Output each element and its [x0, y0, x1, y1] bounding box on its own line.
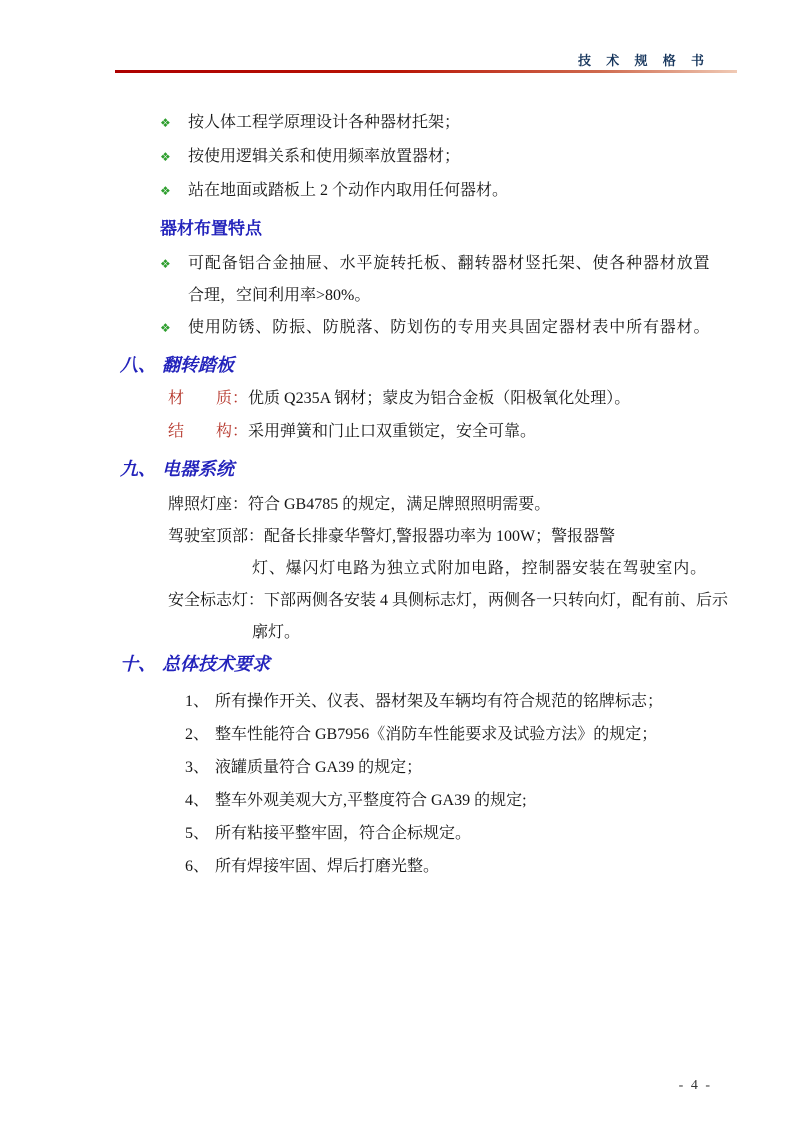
list-item — [160, 106, 800, 140]
section-heading-overall-requirements — [120, 651, 800, 677]
item-text: 整车外观美观大方,平整度符合 GA39 的规定; — [215, 792, 527, 809]
section-heading-electrical-system — [120, 456, 800, 482]
item-text: 液罐质量符合 GA39 的规定； — [215, 759, 423, 776]
list-item — [185, 850, 800, 883]
list-item — [185, 685, 800, 718]
body-line: 驾驶室顶部：配备长排豪华警灯,警报器功率为 100W；警报器警 — [168, 528, 616, 545]
bullet-text-continuation: 合理，空间利用率>80%。 — [188, 287, 371, 304]
section9-body — [0, 489, 800, 649]
spec-row-material — [168, 382, 800, 415]
section-number: 八、 — [120, 355, 156, 375]
top-bullet-list — [0, 106, 800, 208]
list-item — [185, 718, 800, 751]
list-item — [160, 174, 800, 208]
bullet-text: 按使用逻辑关系和使用频率放置器材； — [188, 148, 461, 165]
item-text: 整车性能符合 GB7956《消防车性能要求及试验方法》的规定； — [215, 726, 658, 743]
bullet-text: 站在地面或踏板上 2 个动作内取用任何器材。 — [188, 182, 509, 199]
bullet-text: 可配备铝合金抽屉、水平旋转托板、翻转器材竖托架、使各种器材放置 — [188, 255, 711, 272]
bullet-text: 使用防锈、防振、防脱落、防划伤的专用夹具固定器材表中所有器材。 — [188, 319, 711, 336]
body-line-continuation: 廓灯。 — [252, 624, 301, 641]
subsection-title-equipment-layout: 器材布置特点 — [160, 219, 262, 238]
header-title: 技 术 规 格 书 — [577, 53, 710, 68]
body-line-continuation: 灯、爆闪灯电路为独立式附加电路，控制器安装在驾驶室内。 — [252, 560, 707, 577]
section8-body — [0, 382, 800, 448]
diamond-bullet-icon: ❖ — [160, 150, 171, 164]
diamond-bullet-icon: ❖ — [160, 257, 171, 271]
body-line: 安全标志灯：下部两侧各安装 4 具侧标志灯，两侧各一只转向灯，配有前、后示 — [168, 592, 729, 609]
section-heading-flip-step — [120, 352, 800, 378]
section-number: 九、 — [120, 459, 156, 479]
spec-row-structure — [168, 415, 800, 448]
bullet-text: 按人体工程学原理设计各种器材托架； — [188, 114, 461, 131]
section-number: 十、 — [120, 654, 156, 674]
list-item — [185, 784, 800, 817]
equipment-bullet-list — [0, 248, 800, 344]
item-text: 所有焊接牢固、焊后打磨光整。 — [215, 858, 440, 875]
list-item — [160, 312, 800, 344]
spec-value: 采用弹簧和门止口双重锁定，安全可靠。 — [248, 423, 537, 440]
section-title: 电器系统 — [162, 459, 234, 479]
section-title: 翻转踏板 — [162, 355, 234, 375]
item-number: 1、 — [185, 693, 210, 710]
spec-label: 结 构： — [168, 423, 249, 440]
list-item — [185, 817, 800, 850]
diamond-bullet-icon: ❖ — [160, 116, 171, 130]
list-item — [185, 751, 800, 784]
page-number: - 4 - — [678, 1078, 712, 1093]
body-line: 牌照灯座：符合 GB4785 的规定，满足牌照照明需要。 — [168, 496, 551, 513]
item-number: 4、 — [185, 792, 210, 809]
item-number: 5、 — [185, 825, 210, 842]
list-item — [160, 140, 800, 174]
list-item — [160, 248, 800, 280]
numbered-requirements-list — [0, 685, 800, 883]
item-text: 所有操作开关、仪表、器材架及车辆均有符合规范的铭牌标志； — [215, 693, 664, 710]
section-title: 总体技术要求 — [162, 654, 270, 674]
diamond-bullet-icon: ❖ — [160, 184, 171, 198]
item-number: 3、 — [185, 759, 210, 776]
item-number: 6、 — [185, 858, 210, 875]
diamond-bullet-icon: ❖ — [160, 321, 171, 335]
spec-value: 优质 Q235A 钢材；蒙皮为铝合金板（阳极氧化处理）。 — [248, 390, 631, 407]
spec-label: 材 质： — [168, 390, 249, 407]
item-text: 所有粘接平整牢固，符合企标规定。 — [215, 825, 472, 842]
item-number: 2、 — [185, 726, 210, 743]
